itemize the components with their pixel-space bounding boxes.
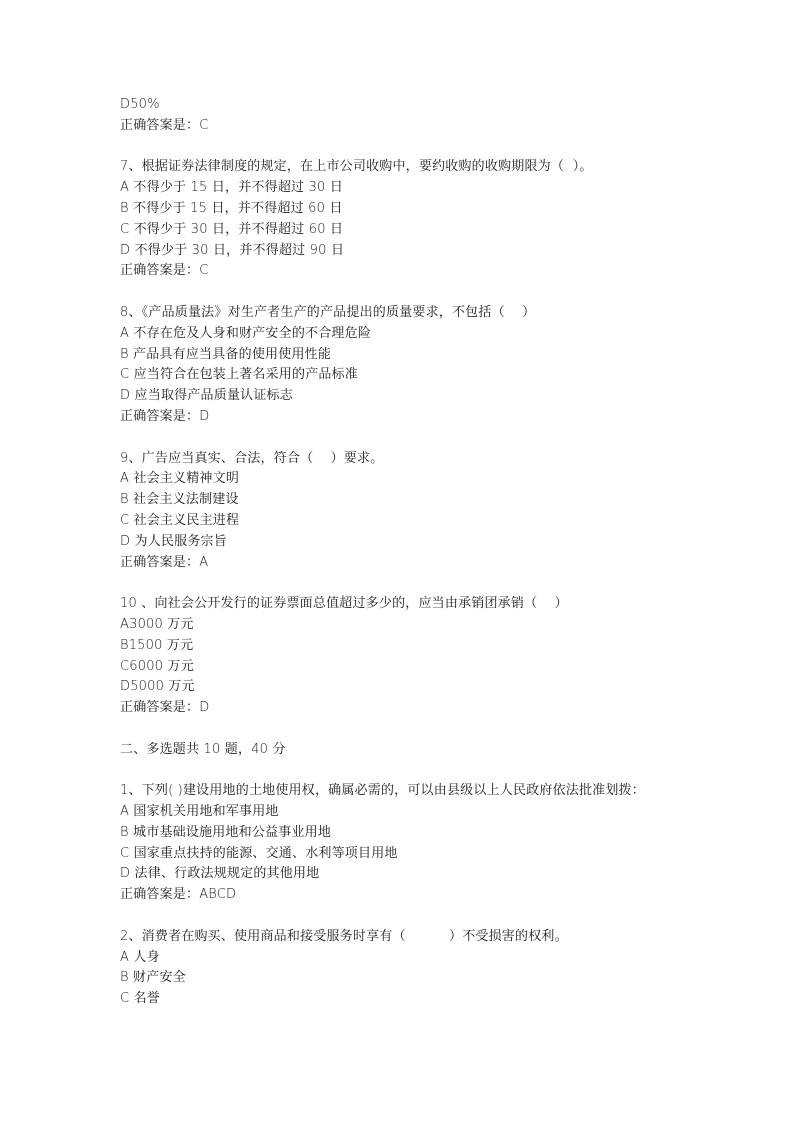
text-line: A 国家机关用地和军事用地 xyxy=(120,804,279,820)
blank-line xyxy=(120,282,720,303)
text-line: A 人身 xyxy=(120,949,160,965)
text-line: B 社会主义法制建设 xyxy=(120,492,239,508)
text-line: B 不得少于 15 日，并不得超过 60 日 xyxy=(120,200,343,216)
blank-line xyxy=(120,761,720,782)
text-line: C 不得少于 30 日，并不得超过 60 日 xyxy=(120,221,344,237)
text-line: C 名誉 xyxy=(120,991,161,1007)
text-line: B 城市基础设施用地和公益事业用地 xyxy=(120,824,332,840)
text-line: A 社会主义精神文明 xyxy=(120,471,240,487)
text-line: D 不得少于 30 日，并不得超过 90 日 xyxy=(120,242,345,258)
text-line: 7、根据证券法律制度的规定，在上市公司收购中，要约收购的收购期限为（ ）。 xyxy=(120,159,593,175)
text-line: C 应当符合在包装上著名采用的产品标准 xyxy=(120,367,359,383)
text-line: D5000 万元 xyxy=(120,679,195,695)
document-page xyxy=(120,95,720,1010)
text-line: 二、多选题共 10 题，40 分 xyxy=(120,741,286,757)
text-line: B1500 万元 xyxy=(120,637,194,653)
blank-line xyxy=(120,906,720,927)
blank-line xyxy=(120,719,720,740)
text-line: A 不存在危及人身和财产安全的不合理危险 xyxy=(120,325,372,341)
text-line: B 财产安全 xyxy=(120,970,186,986)
text-line: 8、《产品质量法》对生产者生产的产品提出的质量要求，不包括（ ） xyxy=(120,304,536,320)
text-line: D 为人民服务宗旨 xyxy=(120,533,227,549)
text-line: 正确答案是：D xyxy=(120,700,210,716)
text-line: 正确答案是：D xyxy=(120,408,210,424)
text-line: 正确答案是：C xyxy=(120,263,209,279)
text-line: 1、下列( )建设用地的土地使用权，确属必需的，可以由县级以上人民政府依法批准划拨： xyxy=(120,783,645,799)
text-line: 正确答案是：A xyxy=(120,554,209,570)
blank-line xyxy=(120,137,720,158)
text-line: C 国家重点扶持的能源、交通、水利等项目用地 xyxy=(120,845,398,861)
blank-line xyxy=(120,573,720,594)
text-line: D50% xyxy=(120,97,160,112)
text-line: B 产品具有应当具备的使用使用性能 xyxy=(120,346,332,362)
text-line: C6000 万元 xyxy=(120,658,194,674)
text-line: A 不得少于 15 日，并不得超过 30 日 xyxy=(120,180,344,196)
text-line: 10 、向社会公开发行的证券票面总值超过多少的，应当由承销团承销（ ） xyxy=(120,596,568,612)
text-line: D 应当取得产品质量认证标志 xyxy=(120,388,293,404)
text-line: 9、广告应当真实、合法，符合（ ）要求。 xyxy=(120,450,384,466)
text-line: 正确答案是：C xyxy=(120,117,209,133)
text-line: D 法律、行政法规规定的其他用地 xyxy=(120,866,320,882)
text-line: 正确答案是：ABCD xyxy=(120,887,237,903)
text-line: 2、消费者在购买、使用商品和接受服务时享有（ ）不受损害的权利。 xyxy=(120,928,568,944)
blank-line xyxy=(120,428,720,449)
text-line: C 社会主义民主进程 xyxy=(120,512,240,528)
text-line: A3000 万元 xyxy=(120,616,194,632)
